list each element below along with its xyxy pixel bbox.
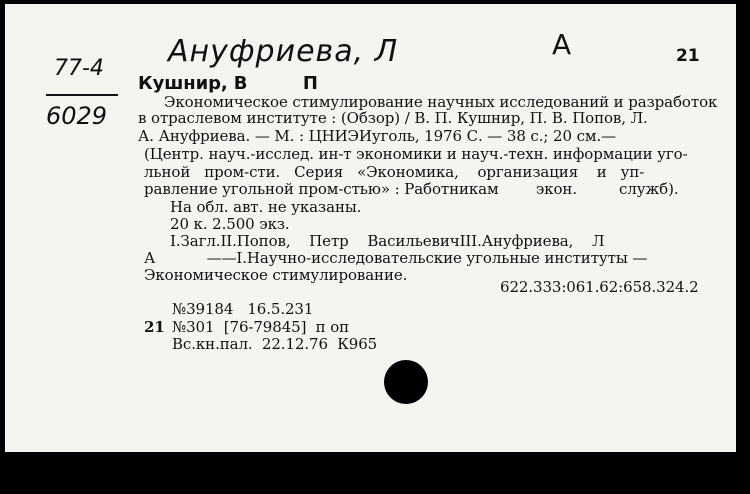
punch-hole (384, 360, 428, 404)
body-line-1: Экономическое стимулирование научных исследований и разработок (164, 93, 718, 111)
body-line-3: А. Ануфриева. — М. : ЦНИЭИуголь, 1976 С. — 38 с.; 20 см.— (138, 127, 617, 145)
body-line-8: 20 к. 2.500 экз. (170, 215, 290, 233)
handwritten-author-name: Ануфриева, Л (168, 34, 399, 69)
handwritten-letter: А (552, 28, 572, 61)
body-line-6: равление угольной пром-стью» : Работникам экон. служб). (144, 180, 679, 198)
body-line-9: I.Загл.II.Попов, Петр ВасильевичIII.Ануфриева, Л (170, 232, 605, 250)
scan-border-right (736, 0, 750, 494)
scan-border-bottom (0, 452, 750, 494)
handwritten-code-bottom: 6029 (46, 102, 108, 130)
footer-line-2: №301 [76-79845] п оп (172, 318, 350, 336)
body-line-7: На обл. авт. не указаны. (170, 198, 362, 216)
classification-code: 622.333:061.62:658.324.2 (500, 278, 699, 296)
card-number: 21 (676, 46, 700, 66)
body-line-4: (Центр. науч.-исслед. ин-т экономики и науч.-техн. информации уго- (144, 145, 688, 163)
author-heading: Кушнир, В П (138, 73, 318, 94)
footer-line-1: №39184 16.5.231 (172, 300, 314, 318)
body-line-11: Экономическое стимулирование. (144, 266, 408, 284)
footer-card-number: 21 (144, 318, 165, 336)
handwritten-code-top: 77-4 (54, 56, 104, 81)
body-line-2: в отраслевом институте : (Обзор) / В. П. Кушнир, П. В. Попов, Л. (138, 109, 648, 127)
footer-line-3: Вс.кн.пал. 22.12.76 К965 (172, 335, 378, 353)
code-divider (46, 94, 118, 96)
scan-border-left (0, 0, 5, 494)
body-line-10: А ——I.Научно-исследовательские угольные институты — (144, 249, 648, 267)
catalog-card (4, 4, 737, 490)
body-line-5: льной пром-сти. Серия «Экономика, организация и уп- (144, 163, 645, 181)
